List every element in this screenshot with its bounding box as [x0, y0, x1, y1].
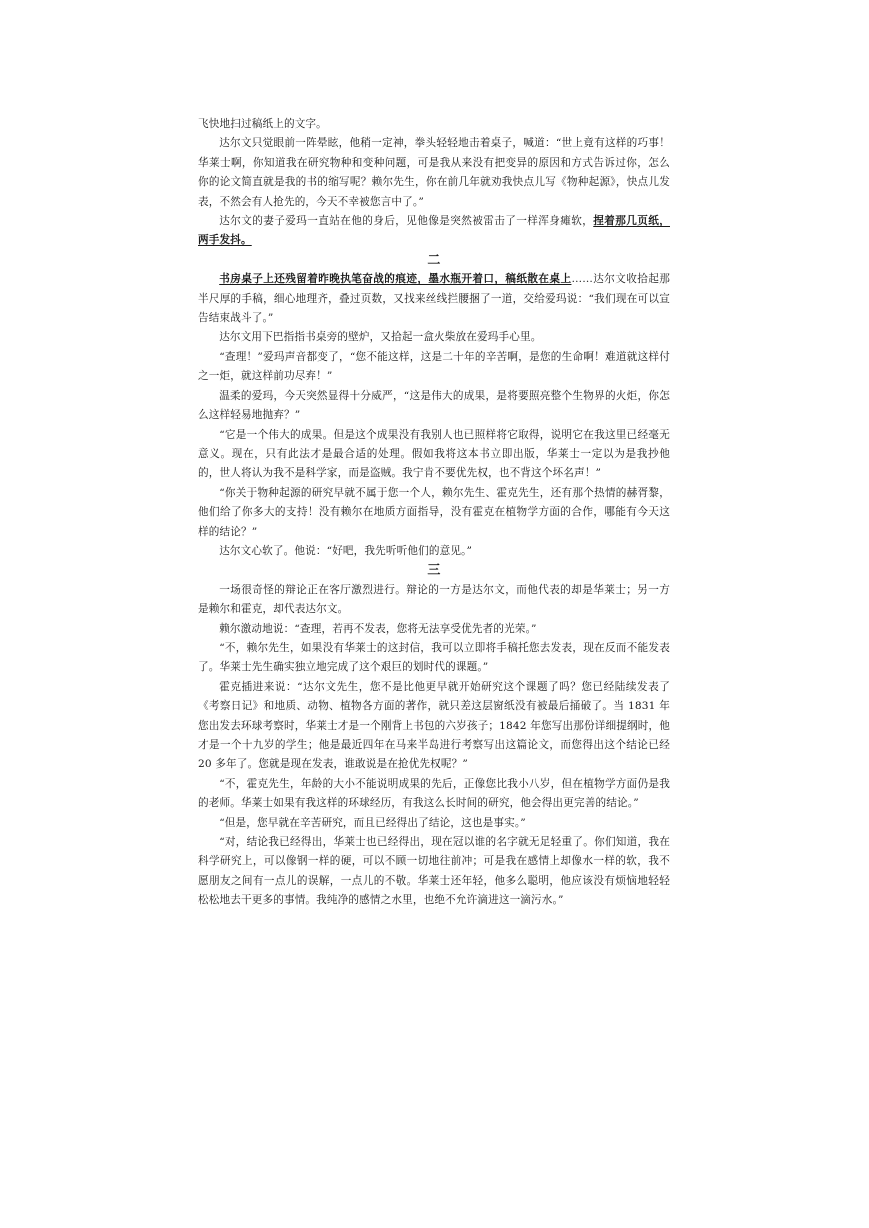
paragraph: 温柔的爱玛，今天突然显得十分威严，“这是伟大的成果，是将要照亮整个生物界的火炬，你怎么这样轻易地抛弃？”: [198, 389, 670, 422]
underlined-phrase: 捏着那几页纸，两手发抖。: [198, 215, 670, 247]
paragraph: 霍克插进来说：“达尔文先生，您不是比他更早就开始研究这个课题了吗？您已经陆续发表了《考察日记》和地质、动物、植物各方面的著作，就只差这层窗纸没有被最后捅破了。当 1831 年您出发去环球考察时，华莱士才是一个刚背上书包的六岁孩子；1842 年您写出那份详细提纲时，他才是一个十九岁的学生；他是最近四年在马来半岛进行考察写出这篇论文，而您得出这个结论已经 20 多年了。您就是现在发表，谁敢说是在抢优先权呢？”: [198, 680, 670, 771]
document-page: [198, 115, 670, 911]
paragraph-study-desk-rest: ……达尔文收拾起那半尺厚的手稿，细心地理齐，叠过页数，又找来丝线拦腰捆了一道，交给爱玛说：“我们现在可以宣告结束战斗了。”: [198, 273, 670, 325]
underlined-sentence: 书房桌子上还残留着昨晚执笔奋战的痕迹，墨水瓶开着口，稿纸散在桌上: [219, 273, 572, 286]
paragraph: “但是，您早就在辛苦研究，而且已经得出了结论，这也是事实。”: [219, 816, 526, 829]
paragraph: “不，赖尔先生，如果没有华莱士的这封信，我可以立即将手稿托您去发表，现在反而不能发表了。华莱士先生确实独立地完成了这个艰巨的划时代的课题。”: [198, 641, 670, 674]
paragraph: 达尔文用下巴指指书桌旁的壁炉，又拾起一盒火柴放在爱玛手心里。: [219, 331, 542, 344]
paragraph-emma-text: 达尔文的妻子爱玛一直站在他的身后，见他像是突然被雷击了一样浑身瘫软，: [219, 215, 594, 228]
paragraph: “你关于物种起源的研究早就不属于您一个人，赖尔先生、霍克先生，还有那个热情的赫胥黎，他们给了你多大的支持！没有赖尔在地质方面指导，没有霍克在植物学方面的合作，哪能有今天这样的结论？”: [198, 486, 670, 538]
paragraph: “对，结论我已经得出，华莱士也已经得出，现在冠以谁的名字就无足轻重了。你们知道，我在科学研究上，可以像钢一样的硬，可以不顾一切地往前冲；可是我在感情上却像水一样的软，我不愿朋友之间有一点儿的误解，一点儿的不敬。华莱士还年轻，他多么聪明，他应该没有烦恼地轻轻松松地去干更多的事情。我纯净的感情之水里，也绝不允许滴进这一滴污水。”: [198, 836, 670, 907]
paragraph: 达尔文心软了。他说：“好吧，我先听听他们的意见。”: [219, 544, 473, 557]
paragraph: 赖尔激动地说：“查理，若再不发表，您将无法享受优先者的光荣。”: [219, 622, 537, 635]
paragraph: “不，霍克先生，年龄的大小不能说明成果的先后，正像您比我小八岁，但在植物学方面仍是我的老师。华莱士如果有我这样的环球经历，有我这么长时间的研究，他会得出更完善的结论。”: [198, 777, 670, 810]
paragraph: “它是一个伟大的成果。但是这个成果没有我别人也已照样将它取得，说明它在我这里已经毫无意义。现在，只有此法才是最合适的处理。假如我将这本书立即出版，华莱士一定以为是我抄他的，世人将认为我不是科学家，而是盗贼。我宁肯不要优先权，也不背这个坏名声！”: [198, 428, 670, 480]
paragraph-darwin-dizzy: 达尔文只觉眼前一阵晕眩，他稍一定神，拳头轻轻地击着桌子，喊道：“世上竟有这样的巧事！华莱士啊，你知道我在研究物种和变种问题，可是我从来没有把变异的原因和方式告诉过你，怎么你的论文简直就是我的书的缩写呢？赖尔先生，你在前几年就劝我快点儿写《物种起源》，快点儿发表，不然会有人抢先的，今天不幸被您言中了。”: [198, 137, 670, 208]
section-heading-three: 三: [427, 563, 441, 579]
paragraph: 一场很奇怪的辩论正在客厅激烈进行。辩论的一方是达尔文，而他代表的却是华莱士；另一方是赖尔和霍克，却代表达尔文。: [198, 583, 670, 616]
paragraph-emma-behind: [198, 212, 670, 251]
paragraph-study-desk: [198, 270, 670, 328]
section-heading-two: 二: [427, 252, 441, 268]
paragraph-continuation: 飞快地扫过稿纸上的文字。: [198, 118, 327, 130]
paragraph: “查理！”爱玛声音都变了，“您不能这样，这是二十年的辛苦啊，是您的生命啊！难道就这样付之一炬，就这样前功尽弃！”: [198, 350, 670, 383]
